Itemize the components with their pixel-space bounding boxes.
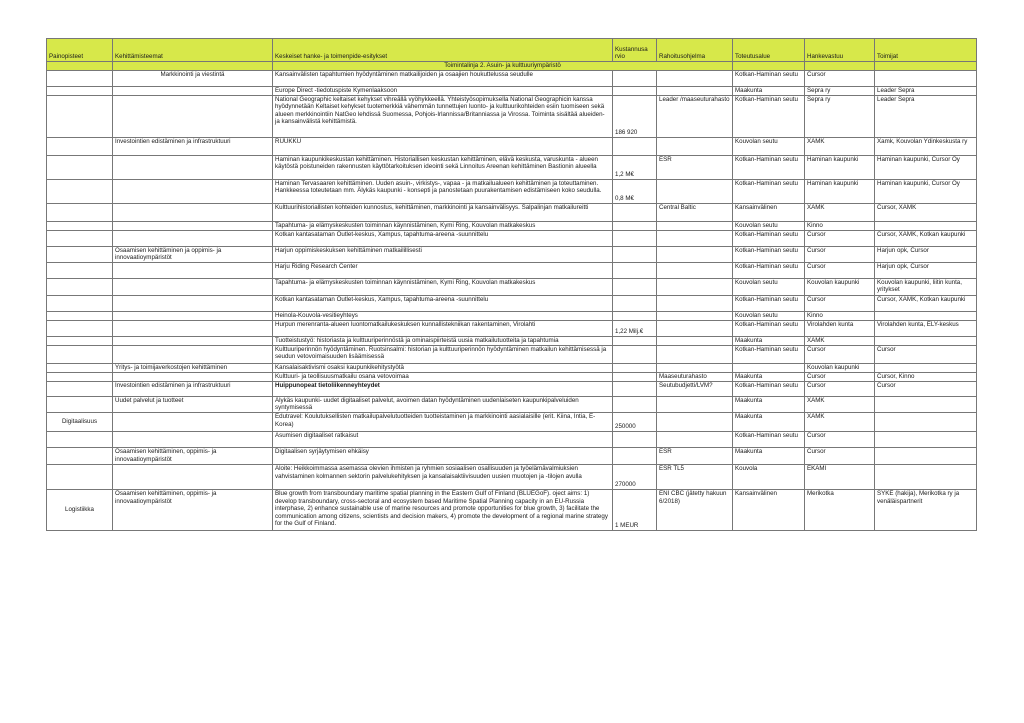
hanke-cell: Haminan kaupunkikeskustan kehittäminen. Historiallisen keskustan kehittäminen, elävä keskusta, varuskunta - alueen käytöstä poistuneiden rakennusten käyttötarkoituksen ideointi sekä Linnoitus Areenan kehittäminen Bastionin alueella — [273, 155, 613, 179]
rahoitus-cell: ESR TL5 — [657, 464, 733, 489]
hanke-cell: Kulttuuriperinnön hyödyntäminen. Ruotsinsalmi: historian ja kulttuuriperinnön hyödyntäminen matkailun kehittämisessä ja seudun vetovoimaisuuden lisäämisessä — [273, 345, 613, 363]
teema-cell — [113, 262, 273, 278]
table-row — [47, 489, 977, 530]
table-row — [47, 295, 977, 311]
toimijat-cell: Cursor — [875, 345, 977, 363]
toimijat-cell: Xamk, Kouvolan Ydinkeskusta ry — [875, 137, 977, 155]
table-row — [47, 278, 977, 295]
toteutusalue-cell: Kansainvälinen — [733, 489, 805, 530]
header-toteutusalue: Toteutusalue — [733, 39, 805, 62]
teema-cell: Osaamisen kehittäminen, oppimis- ja innovaatioympäristöt — [113, 447, 273, 464]
toimijat-cell: Cursor, XAMK, Kotkan kaupunki — [875, 295, 977, 311]
hankevastuu-cell: Cursor — [805, 262, 875, 278]
toimijat-cell — [875, 396, 977, 412]
painopiste-cell — [47, 431, 113, 447]
table-row — [47, 431, 977, 447]
painopiste-cell — [47, 336, 113, 345]
toimijat-cell: SYKE (hakija), Merikotka ry ja venäläispartnerit — [875, 489, 977, 530]
toimijat-cell: Haminan kaupunki, Cursor Oy — [875, 155, 977, 179]
table-row — [47, 87, 977, 96]
toteutusalue-cell: Kouvola — [733, 464, 805, 489]
toimijat-cell — [875, 336, 977, 345]
hanke-cell: Edutravel: Koulutuksellisten matkailupalvelutuotteiden tuotteistaminen ja markkinointi aasialaisille (erit. Kiina, Intia, E-Korea) — [273, 412, 613, 431]
teema-cell — [113, 230, 273, 246]
kustannus-cell — [613, 246, 657, 262]
teema-cell — [113, 464, 273, 489]
rahoitus-cell — [657, 71, 733, 87]
painopiste-cell — [47, 179, 113, 203]
hankevastuu-cell: XAMK — [805, 396, 875, 412]
hanke-cell: Kulttuuri- ja teollisuusmatkailu osana vetovoimaa — [273, 372, 613, 381]
painopiste-cell — [47, 262, 113, 278]
kustannus-cell — [613, 431, 657, 447]
toimijat-cell: Virolahden kunta, ELY-keskus — [875, 320, 977, 336]
teema-cell — [113, 311, 273, 320]
hankevastuu-cell: XAMK — [805, 336, 875, 345]
rahoitus-cell — [657, 311, 733, 320]
teema-cell: Investointien edistäminen ja infrastruktuuri — [113, 137, 273, 155]
toteutusalue-cell: Kotkan-Haminan seutu — [733, 71, 805, 87]
table-row — [47, 336, 977, 345]
rahoitus-cell — [657, 262, 733, 278]
hanke-cell: Kotkan kantasataman Outlet-keskus, Xampus, tapahtuma-areena -suunnittelu — [273, 295, 613, 311]
hankevastuu-cell: Cursor — [805, 372, 875, 381]
table-row — [47, 412, 977, 431]
rahoitus-cell — [657, 345, 733, 363]
rahoitus-cell — [657, 87, 733, 96]
toteutusalue-cell: Kotkan-Haminan seutu — [733, 246, 805, 262]
hankevastuu-cell: Kinno — [805, 311, 875, 320]
table-row — [47, 137, 977, 155]
kustannus-cell — [613, 396, 657, 412]
toimijat-cell — [875, 447, 977, 464]
kustannus-cell — [613, 137, 657, 155]
kustannus-cell — [613, 221, 657, 230]
hanke-cell: Blue growth from transboundary maritime spatial planning in the Eastern Gulf of Finland (BLUEGoF). oject aims: 1) develop transboundary, cross-sectoral and ecosystem based Maritime Spatial Planning capacity in an EU-Russia interphase, 2) enhance sustainable use of marine resources and promote opportunities for blue growth, 3) facilitate the communication among citizens, scientists and decision makers, 4) promote the development of a regional marine strategy for the Gulf of Finland. — [273, 489, 613, 530]
table-row — [47, 262, 977, 278]
table-row — [47, 221, 977, 230]
hanke-cell: Älykäs kaupunki- uudet digitaaliset palvelut, avoimen datan hyödyntäminen uudenlaiseten kaupunkipalveluiden syntymisessä — [273, 396, 613, 412]
toimijat-cell: Harjun opk, Cursor — [875, 246, 977, 262]
table-row — [47, 246, 977, 262]
teema-cell: Yritys- ja toimijaverkostojen kehittäminen — [113, 363, 273, 372]
toteutusalue-cell: Kotkan-Haminan seutu — [733, 381, 805, 396]
rahoitus-cell — [657, 221, 733, 230]
hankevastuu-cell: XAMK — [805, 412, 875, 431]
hankevastuu-cell: Cursor — [805, 381, 875, 396]
toimijat-cell: Leader Sepra — [875, 87, 977, 96]
hanke-cell: Heinola-Kouvola-vesitieyhteys — [273, 311, 613, 320]
toteutusalue-cell: Kotkan-Haminan seutu — [733, 431, 805, 447]
painopiste-cell — [47, 278, 113, 295]
rahoitus-cell — [657, 412, 733, 431]
teema-cell — [113, 278, 273, 295]
hanke-cell: Kansalaisaktivismi osaksi kaupunkikehitystyötä — [273, 363, 613, 372]
teema-cell: Osaamisen kehittäminen ja oppimis- ja innovaatioympäristöt — [113, 246, 273, 262]
painopiste-cell — [47, 396, 113, 412]
rahoitus-cell — [657, 246, 733, 262]
hankevastuu-cell: Merikotka — [805, 489, 875, 530]
painopiste-cell — [47, 381, 113, 396]
table-row — [47, 396, 977, 412]
rahoitus-cell: ESR — [657, 155, 733, 179]
hankevastuu-cell: Cursor — [805, 295, 875, 311]
hankevastuu-cell: Sepra ry — [805, 87, 875, 96]
table-row — [47, 381, 977, 396]
hankevastuu-cell: Cursor — [805, 431, 875, 447]
hanke-cell: Tuotteistustyö: historiasta ja kulttuuriperinnöstä ja ominaispiirteistä uusia matkailutuotteita ja tapahtumia — [273, 336, 613, 345]
toimijat-cell — [875, 464, 977, 489]
hanke-cell: Kotkan kantasataman Outlet-keskus, Xampus, tapahtuma-areena -suunnittelu — [273, 230, 613, 246]
rahoitus-cell: Leader /maaseuturahasto — [657, 95, 733, 137]
hankevastuu-cell: Sepra ry — [805, 95, 875, 137]
kustannus-cell: 250000 — [613, 412, 657, 431]
painopiste-cell — [47, 311, 113, 320]
hanke-cell: Digitaalisen syrjäytymisen ehkäisy — [273, 447, 613, 464]
hankevastuu-cell: Cursor — [805, 447, 875, 464]
hankevastuu-cell: Cursor — [805, 230, 875, 246]
band-row — [47, 62, 977, 71]
toteutusalue-cell: Kouvolan seutu — [733, 221, 805, 230]
toteutusalue-cell: Kouvolan seutu — [733, 311, 805, 320]
toimijat-cell — [875, 431, 977, 447]
painopiste-cell — [47, 87, 113, 96]
hankevastuu-cell: Virolahden kunta — [805, 320, 875, 336]
kustannus-cell — [613, 295, 657, 311]
teema-cell — [113, 412, 273, 431]
toteutusalue-cell: Maakunta — [733, 447, 805, 464]
rahoitus-cell — [657, 336, 733, 345]
band-title: Toimintalinja 2. Asuin- ja kulttuuriympäristö — [273, 62, 733, 71]
toteutusalue-cell: Maakunta — [733, 396, 805, 412]
table-row — [47, 95, 977, 137]
toimijat-cell: Harjun opk, Cursor — [875, 262, 977, 278]
hanke-cell: Aloite: Heikkoimmassa asemassa olevien ihmisten ja ryhmien sosiaalisen osallisuuden ja työelämävalmiuksien vahvistaminen kolmannen sektorin palvelukehityksen ja kansalaisaktiivisuuden uusien muotojen ja -tilojen avulla — [273, 464, 613, 489]
rahoitus-cell — [657, 320, 733, 336]
kustannus-cell: 0,8 M€ — [613, 179, 657, 203]
header-row — [47, 39, 977, 62]
header-toimijat: Toimijat — [875, 39, 977, 62]
table-row — [47, 71, 977, 87]
rahoitus-cell — [657, 431, 733, 447]
toimijat-cell: Kouvolan kaupunki, liitin kunta, yritykset — [875, 278, 977, 295]
table-row — [47, 372, 977, 381]
hanke-cell: Kulttuurihistoriallisten kohteiden kunnostus, kehittäminen, markkinointi ja kansainvälisyys. Salpalinjan matkailureitti — [273, 203, 613, 221]
rahoitus-cell: Seutubudjetti/LVM? — [657, 381, 733, 396]
toteutusalue-cell: Kotkan-Haminan seutu — [733, 345, 805, 363]
teema-cell: Investointien edistäminen ja infrastruktuuri — [113, 381, 273, 396]
hankevastuu-cell: EKAMI — [805, 464, 875, 489]
teema-cell: Markkinointi ja viestintä — [113, 71, 273, 87]
toimijat-cell: Haminan kaupunki, Cursor Oy — [875, 179, 977, 203]
toimijat-cell — [875, 221, 977, 230]
toimijat-cell — [875, 412, 977, 431]
toteutusalue-cell: Maakunta — [733, 372, 805, 381]
rahoitus-cell: ENI CBC (jätetty hakuun 6/2018) — [657, 489, 733, 530]
kustannus-cell — [613, 363, 657, 372]
hanke-cell: Harjun oppimiskeskuksen kehittäminen matkailillisesti — [273, 246, 613, 262]
hanke-cell: National Geographic keltaiset kehykset vihreällä vyöhykkeellä. Yhteistyösopimuksella National Geographicin kanssa hyödynnetään Keltaiset kehykset tuotemerkkiä vähemmän tunnettujen luonto- ja kulttuurikohteiden esiin tuomiseen sekä alueen merkkinointiin NatGeo lehdissä Suomessa, Pohjois-Irlannissa/Britanniassa ja Virossa. Toiminta sisältää alueiden- ja kansainvälistä kehittämistä. — [273, 95, 613, 137]
toteutusalue-cell: Kotkan-Haminan seutu — [733, 95, 805, 137]
hanke-cell: Tapahtuma- ja elämyskeskusten toiminnan käynnistäminen, Kymi Ring, Kouvolan matkakeskus — [273, 221, 613, 230]
toteutusalue-cell: Maakunta — [733, 87, 805, 96]
toteutusalue-cell: Kotkan-Haminan seutu — [733, 262, 805, 278]
kustannus-cell — [613, 345, 657, 363]
header-kehittamisteemat: Kehittämisteemat — [113, 39, 273, 62]
teema-cell — [113, 95, 273, 137]
teema-cell — [113, 221, 273, 230]
toteutusalue-cell: Kotkan-Haminan seutu — [733, 295, 805, 311]
teema-cell — [113, 345, 273, 363]
hanke-cell: Tapahtuma- ja elämyskeskusten toiminnan käynnistäminen, Kymi Ring, Kouvolan matkakeskus — [273, 278, 613, 295]
table-row — [47, 179, 977, 203]
painopiste-cell — [47, 320, 113, 336]
painopiste-cell — [47, 447, 113, 464]
hanke-cell: Haminan Tervasaaren kehittäminen. Uuden asuin-, virkistys-, vapaa - ja matkailualueen kehittäminen ja toteuttaminen. Hankkeessa toteutetaan mm. Älykäs kaupunki - konsepti ja panostetaan puurakentamisen edistämiseen koko seudulla. — [273, 179, 613, 203]
table-row — [47, 155, 977, 179]
toteutusalue-cell: Kotkan-Haminan seutu — [733, 320, 805, 336]
hanke-cell: RUUKKU — [273, 137, 613, 155]
hanke-cell: Huippunopeat tietoliikenneyhteydet — [273, 381, 613, 396]
table-row — [47, 311, 977, 320]
toteutusalue-cell: Kotkan-Haminan seutu — [733, 155, 805, 179]
painopiste-cell — [47, 155, 113, 179]
rahoitus-cell — [657, 137, 733, 155]
painopiste-cell — [47, 246, 113, 262]
kustannus-cell — [613, 203, 657, 221]
toimijat-cell: Cursor, XAMK, Kotkan kaupunki — [875, 230, 977, 246]
hanke-cell: Hurpun merenranta-alueen luontomatkailukeskuksen kunnallistekniikan rakentaminen, Virolahti — [273, 320, 613, 336]
teema-cell — [113, 155, 273, 179]
toteutusalue-cell: Kouvolan seutu — [733, 137, 805, 155]
kustannus-cell — [613, 372, 657, 381]
kustannus-cell — [613, 87, 657, 96]
painopiste-cell — [47, 363, 113, 372]
teema-cell — [113, 203, 273, 221]
toimijat-cell: Cursor — [875, 381, 977, 396]
kustannus-cell: 1,2 M€ — [613, 155, 657, 179]
rahoitus-cell — [657, 230, 733, 246]
teema-cell: Osaamisen kehittäminen, oppimis- ja innovaatioympäristöt — [113, 489, 273, 530]
kustannus-cell — [613, 262, 657, 278]
hankevastuu-cell: Kouvolan kaupunki — [805, 363, 875, 372]
painopiste-cell: Logistiikka — [47, 489, 113, 530]
toteutusalue-cell: Kotkan-Haminan seutu — [733, 230, 805, 246]
toimijat-cell: Cursor, Kinno — [875, 372, 977, 381]
painopiste-cell — [47, 71, 113, 87]
teema-cell: Uudet palvelut ja tuotteet — [113, 396, 273, 412]
hanke-cell: Kansainvälisten tapahtumien hyödyntäminen matkailijoiden ja osaajien houkuttelussa seudulle — [273, 71, 613, 87]
hankevastuu-cell: Haminan kaupunki — [805, 155, 875, 179]
hanke-table — [46, 38, 977, 531]
table-row — [47, 363, 977, 372]
toimijat-cell: Cursor, XAMK — [875, 203, 977, 221]
table-row — [47, 230, 977, 246]
rahoitus-cell — [657, 179, 733, 203]
hankevastuu-cell: Haminan kaupunki — [805, 179, 875, 203]
header-keskeiset: Keskeiset hanke- ja toimenpide-esitykset — [273, 39, 613, 62]
rahoitus-cell — [657, 363, 733, 372]
header-rahoitusohjelma: Rahoitusohjelma — [657, 39, 733, 62]
toteutusalue-cell: Kouvolan seutu — [733, 278, 805, 295]
rahoitus-cell — [657, 396, 733, 412]
toimijat-cell — [875, 363, 977, 372]
header-painopisteet: Painopisteet — [47, 39, 113, 62]
rahoitus-cell — [657, 295, 733, 311]
teema-cell — [113, 336, 273, 345]
kustannus-cell — [613, 71, 657, 87]
toimijat-cell — [875, 71, 977, 87]
teema-cell — [113, 295, 273, 311]
painopiste-cell — [47, 345, 113, 363]
table-row — [47, 320, 977, 336]
kustannus-cell: 1 MEUR — [613, 489, 657, 530]
kustannus-cell — [613, 336, 657, 345]
toteutusalue-cell: Kotkan-Haminan seutu — [733, 179, 805, 203]
teema-cell — [113, 431, 273, 447]
kustannus-cell — [613, 311, 657, 320]
hanke-cell: Harju Riding Research Center — [273, 262, 613, 278]
hankevastuu-cell: Kouvolan kaupunki — [805, 278, 875, 295]
teema-cell — [113, 179, 273, 203]
teema-cell — [113, 372, 273, 381]
painopiste-cell: Digitaalisuus — [47, 412, 113, 431]
hankevastuu-cell: Cursor — [805, 71, 875, 87]
toteutusalue-cell — [733, 363, 805, 372]
hanke-cell: Europe Direct -tiedotuspiste Kymenlaaksoon — [273, 87, 613, 96]
painopiste-cell — [47, 464, 113, 489]
header-kustannusarvio: Kustannusa rvio — [613, 39, 657, 62]
kustannus-cell: 270000 — [613, 464, 657, 489]
teema-cell — [113, 320, 273, 336]
toteutusalue-cell: Maakunta — [733, 336, 805, 345]
kustannus-cell — [613, 230, 657, 246]
toteutusalue-cell: Maakunta — [733, 412, 805, 431]
painopiste-cell — [47, 137, 113, 155]
table-row — [47, 345, 977, 363]
toteutusalue-cell: Kansainvälinen — [733, 203, 805, 221]
painopiste-cell — [47, 230, 113, 246]
kustannus-cell — [613, 381, 657, 396]
hankevastuu-cell: XAMK — [805, 137, 875, 155]
rahoitus-cell: Central Baltic — [657, 203, 733, 221]
hankevastuu-cell: XAMK — [805, 203, 875, 221]
kustannus-cell: 1,22 Milj.€ — [613, 320, 657, 336]
hanke-cell: Asumisen digitaaliset ratkaisut — [273, 431, 613, 447]
hankevastuu-cell: Kinno — [805, 221, 875, 230]
rahoitus-cell: ESR — [657, 447, 733, 464]
hankevastuu-cell: Cursor — [805, 345, 875, 363]
table-row — [47, 464, 977, 489]
toimijat-cell — [875, 311, 977, 320]
kustannus-cell: 186 920 — [613, 95, 657, 137]
kustannus-cell — [613, 278, 657, 295]
painopiste-cell — [47, 95, 113, 137]
table-row — [47, 447, 977, 464]
painopiste-cell — [47, 372, 113, 381]
teema-cell — [113, 87, 273, 96]
rahoitus-cell: Maaseuturahasto — [657, 372, 733, 381]
kustannus-cell — [613, 447, 657, 464]
rahoitus-cell — [657, 278, 733, 295]
painopiste-cell — [47, 203, 113, 221]
painopiste-cell — [47, 295, 113, 311]
table-row — [47, 203, 977, 221]
toimijat-cell: Leader Sepra — [875, 95, 977, 137]
hankevastuu-cell: Cursor — [805, 246, 875, 262]
painopiste-cell — [47, 221, 113, 230]
header-hankevastuu: Hankevastuu — [805, 39, 875, 62]
